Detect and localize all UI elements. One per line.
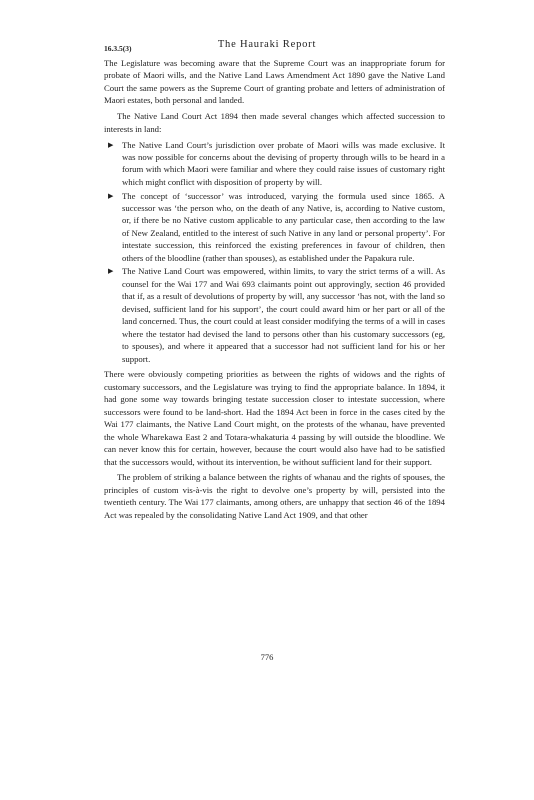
running-title: The Hauraki Report — [217, 39, 317, 50]
list-item — [104, 265, 445, 365]
page-number: 776 — [260, 652, 274, 662]
list-item — [104, 190, 445, 265]
paragraph: The Native Land Court Act 1894 then made several changes which affected succession to interests in land: — [104, 111, 445, 134]
body-text — [104, 57, 445, 525]
bullet-list — [104, 139, 445, 366]
paragraph: There were obviously competing priorities as between the rights of widows and the rights of customary successors, and the Legislature was trying to find the appropriate balance. In 1894, it had gone some way towards bringing testate succession closer to intestate succession, where successors were found to be land-short. Had the 1894 Act been in force in the cases cited by the Wai 177 claimants, the Native Land Court might, on the protests of the whanau, have prevented the whole Wharekawa East 2 and Totara-whakaturia 4 passing by will outside the bloodline. We can never know this for certain, however, because the court would also have had to be satisfied that the successors would, without its intervention, be without sufficient land for their support. — [104, 369, 445, 467]
section-number: 16.3.5(3) — [104, 44, 132, 53]
list-item-text: The Native Land Court was empowered, within limits, to vary the strict terms of a will. As counsel for the Wai 177 and Wai 693 claimants point out approvingly, section 46 provided that if, as a result of devolutions of property by will, any successor ‘has not, with the land so devised, sufficient land for his support’, the court could award him or her part or all of the land concerned. Thus, the court could at least consider modifying the terms of a will in cases where the testator had devised the land to persons other than his customary successors (eg, to spouses), and where it appeared that a successor had not sufficient land for his or her support. — [122, 266, 445, 364]
triangle-bullet-icon: ▶ — [108, 191, 114, 200]
list-item — [104, 139, 445, 189]
triangle-bullet-icon: ▶ — [108, 140, 114, 149]
list-item-text: The Native Land Court’s jurisdiction over probate of Maori wills was made exclusive. It was now possible for concerns about the devising of property through wills to be heard in a forum with which Maori were familiar and where they could raise issues of customary right which might conflict with disposition of property by will. — [122, 139, 445, 187]
list-item-text: The concept of ‘successor’ was introduced, varying the formula used since 1865. A successor was ‘the person who, on the death of any Native, is, according to Native custom, or, if there be no Native custom applicable to any particular case, then according to the law of New Zealand, entitled to the interest of such Native in any land or personal property’. For intestate succession, this reinforced the existing preferences in favour of children, then others of the bloodline (rather than spouses), as established under the Papakura rule. — [122, 190, 445, 263]
triangle-bullet-icon: ▶ — [108, 267, 114, 276]
paragraph: The problem of striking a balance between the rights of whanau and the rights of spouses, the principles of custom vis-à-vis the right to devolve one’s property by will, persisted into the twentieth century. The Wai 177 claimants, among others, are unhappy that section 46 of the 1894 Act was repealed by the consolidating Native Land Act 1909, and that other — [104, 472, 445, 520]
paragraph: The Legislature was becoming aware that the Supreme Court was an inappropriate forum for probate of Maori wills, and the Native Land Laws Amendment Act 1890 gave the Native Land Court the same powers as the Supreme Court of granting probate and letters of administration of Maori estates, both personal and landed. — [104, 58, 445, 106]
